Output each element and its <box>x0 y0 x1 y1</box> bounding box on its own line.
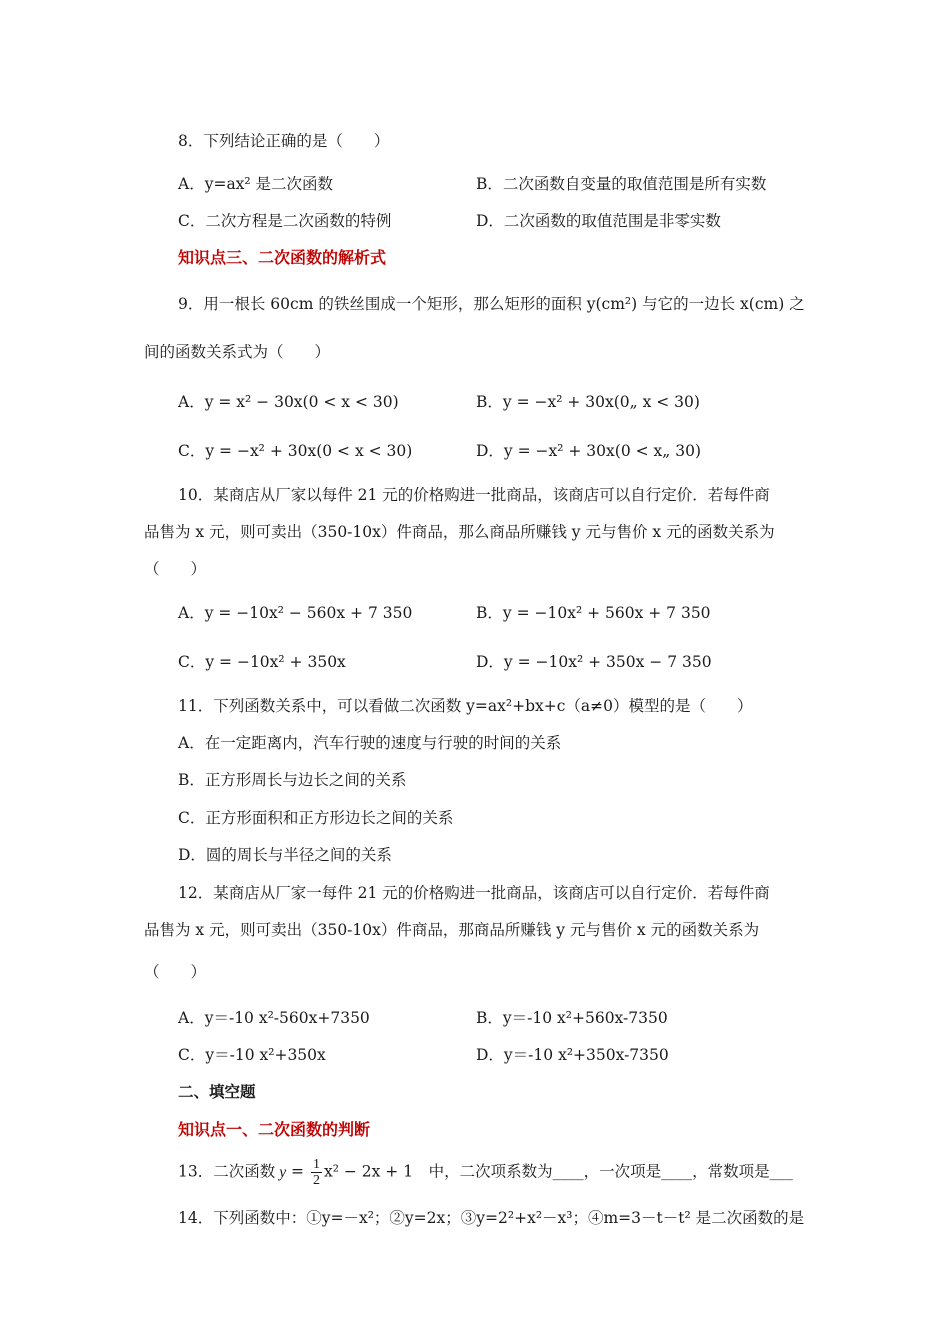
q9-option-c: C．y = −x² + 30x(0 < x < 30) <box>178 442 413 460</box>
q12-option-a: A．y＝-10 x²-560x+7350 <box>178 1009 370 1027</box>
q11-option-a: A．在一定距离内，汽车行驶的速度与行驶的时间的关系 <box>178 734 562 752</box>
q11-option-d: D．圆的周长与半径之间的关系 <box>178 846 392 864</box>
q10-stem-line3: （ ） <box>144 560 207 578</box>
q12-option-c: C．y＝-10 x²+350x <box>178 1046 326 1064</box>
heading-knowledge-point-3: 知识点三、二次函数的解析式 <box>178 248 387 267</box>
section-fill-in-blank: 二、填空题 <box>178 1083 256 1101</box>
q12-stem-line1: 12．某商店从厂家一每件 21 元的价格购进一批商品，该商店可以自行定价．若每件商 <box>178 884 770 902</box>
q11-option-b: B．正方形周长与边长之间的关系 <box>178 771 407 789</box>
q12-stem-line3: （ ） <box>144 963 207 981</box>
q8-stem: 8．下列结论正确的是（ ） <box>178 132 390 150</box>
q13-prefix: 13．二次函数 <box>178 1162 276 1181</box>
q12-stem-line2: 品售为 x 元，则可卖出（350-10x）件商品，那商品所赚钱 y 元与售价 x 元的函数关系为 <box>144 921 760 939</box>
q13-y-var: y <box>279 1163 287 1181</box>
q10-option-c: C．y = −10x² + 350x <box>178 653 346 671</box>
q13-frac-denominator: 2 <box>312 1173 320 1188</box>
q10-option-d: D．y = −10x² + 350x − 7 350 <box>476 653 712 671</box>
q9-stem-line1: 9．用一根长 60cm 的铁丝围成一个矩形，那么矩形的面积 y(cm²) 与它的一边长 x(cm) 之 <box>178 295 805 313</box>
q8-option-a: A．y=ax² 是二次函数 <box>178 175 334 193</box>
q12-option-d: D．y＝-10 x²+350x-7350 <box>476 1046 669 1064</box>
q14-stem: 14．下列函数中：①y=－x²；②y=2x；③y=2²+x²－x³；④m=3－t－t² 是二次函数的是 <box>178 1209 805 1227</box>
q11-option-c: C．正方形面积和正方形边长之间的关系 <box>178 809 454 827</box>
q13-line: 13．二次函数 y = $\frac{1}{2}$ x² − 2x + 1 中，二次项系数为____，一次项是____，常数项是___ <box>178 1157 793 1188</box>
q13-suffix: x² − 2x + 1 中，二次项系数为____，一次项是____，常数项是___ <box>323 1162 793 1181</box>
q8-option-c: C．二次方程是二次函数的特例 <box>178 212 392 230</box>
q9-option-a: A．y = x² − 30x(0 < x < 30) <box>178 393 399 411</box>
q8-option-b: B．二次函数自变量的取值范围是所有实数 <box>476 175 767 193</box>
q10-option-a: A．y = −10x² − 560x + 7 350 <box>178 604 413 622</box>
q10-stem-line2: 品售为 x 元，则可卖出（350-10x）件商品，那么商品所赚钱 y 元与售价 x 元的函数关系为 <box>144 523 775 541</box>
q9-option-d: D．y = −x² + 30x(0 < x„ 30) <box>476 442 701 460</box>
q10-stem-line1: 10．某商店从厂家以每件 21 元的价格购进一批商品，该商店可以自行定价．若每件商 <box>178 486 770 504</box>
q8-option-d: D．二次函数的取值范围是非零实数 <box>476 212 721 230</box>
q11-stem: 11．下列函数关系中，可以看做二次函数 y=ax²+bx+c（a≠0）模型的是（ ） <box>178 697 753 715</box>
heading-knowledge-point-1: 知识点一、二次函数的判断 <box>178 1120 371 1139</box>
q13-frac-numerator: 1 <box>312 1157 320 1172</box>
q9-option-b: B．y = −x² + 30x(0„ x < 30) <box>476 393 700 411</box>
q13-fraction <box>311 1157 322 1188</box>
q9-stem-line2: 间的函数关系式为（ ） <box>144 343 331 361</box>
q10-option-b: B．y = −10x² + 560x + 7 350 <box>476 604 711 622</box>
q12-option-b: B．y＝-10 x²+560x-7350 <box>476 1009 668 1027</box>
